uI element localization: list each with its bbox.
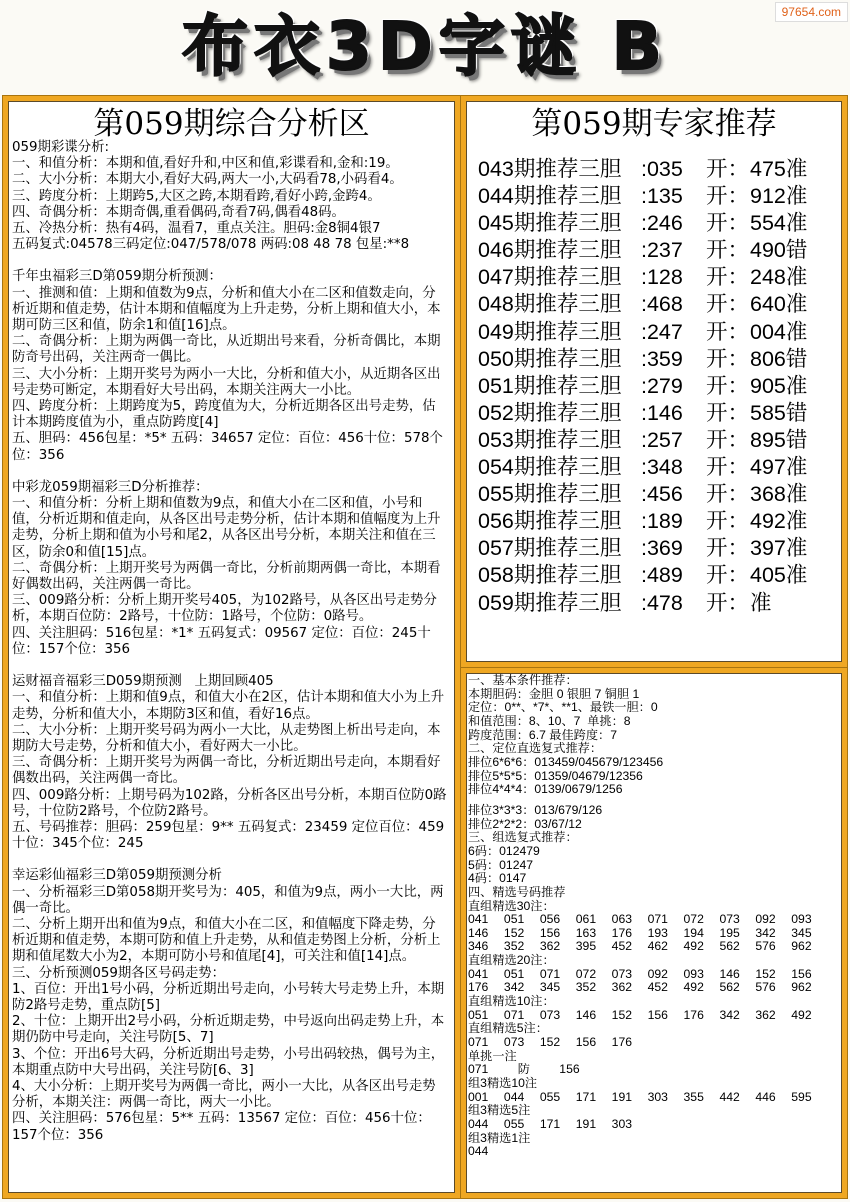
row-dan: :146	[641, 400, 683, 425]
row-period: 053期推荐三胆	[478, 427, 622, 452]
expert-row	[478, 373, 838, 400]
analysis-section	[12, 480, 449, 658]
row-open-label: 开：	[706, 319, 750, 344]
basic-line: 跨度范围：6.7 最佳跨度：7	[468, 727, 617, 742]
number-row: 346 352 362 395 452 462 492 562 576 962	[468, 939, 812, 954]
row-period: 045期推荐三胆	[478, 211, 622, 236]
row-dan: :128	[641, 265, 683, 290]
row-dan: :489	[641, 563, 683, 588]
row-open-label: 开：	[706, 211, 750, 236]
row-result: 405准	[750, 563, 808, 588]
row-result: 490错	[750, 238, 808, 263]
row-dan: :478	[641, 590, 683, 615]
analysis-paragraph: 二、大小分析：本期大小,看好大码,两大一小,大码看78,小码看4。	[12, 172, 403, 188]
analysis-paragraph: 四、009路分析：上期号码为102路，分析各区出号分析，本期百位防0路号，十位防2路号，个位防2路号。	[12, 787, 447, 819]
expert-row	[478, 427, 838, 454]
row-result: 912准	[750, 184, 808, 209]
row-result: 640准	[750, 292, 808, 317]
analysis-body	[12, 140, 449, 1144]
row-dan: :359	[641, 346, 683, 371]
row-dan: :135	[641, 184, 683, 209]
row-dan: :035	[641, 157, 683, 181]
analysis-section	[12, 269, 449, 463]
page-title: 布衣3D字谜 B	[182, 8, 668, 85]
row-open-label: 开：	[706, 563, 750, 588]
analysis-title: 第059期综合分析区	[93, 106, 370, 142]
direct-line: 排位3*3*3：013/679/126	[468, 802, 603, 817]
row-period: 057期推荐三胆	[478, 536, 622, 561]
row-period: 043期推荐三胆	[478, 157, 622, 181]
expert-row	[478, 210, 838, 237]
analysis-paragraph: 一、和值分析：分析上期和值数为9点，和值大小在二区和值，小号和值，分析近期和值走向，从各区出号走势分析，估计本期和值幅度为上升走势，分析上期和值为小号和尾2，从各区出号分析，本期关注和值在三区，防余0和值[15]点。	[12, 496, 441, 560]
expert-list	[478, 156, 838, 617]
row-dan: :246	[641, 211, 683, 236]
row-result: 248准	[750, 265, 808, 290]
row-result: 368准	[750, 482, 808, 507]
row-open-label: 开：	[706, 292, 750, 317]
pick-group-label: 组3精选10注	[468, 1076, 538, 1091]
section-heading: 中彩龙059期福彩三D分析推荐：	[12, 479, 209, 495]
pick-group-label: 直组精选5注：	[468, 1021, 548, 1036]
analysis-paragraph: 五、号码推荐：胆码：259包星：9** 五码复式：23459 定位百位：459十位：345个位：245	[12, 819, 445, 852]
group-line: 4码：0147	[468, 871, 527, 886]
section-heading: 幸运彩仙福彩三D第059期预测分析	[12, 868, 222, 884]
number-row: 041 051 071 072 073 092 093 146 152 156	[468, 966, 812, 981]
number-row: 051 071 073 146 152 156 176 342 362 492	[468, 1007, 812, 1022]
row-result: 806错	[750, 346, 808, 371]
row-open-label: 开：	[706, 536, 750, 561]
expert-row	[478, 481, 838, 508]
analysis-paragraph: 二、分析上期开出和值为9点，和值大小在二区，和值幅度下降走势，分析近期和值走势，本期可防和值上升走势，从和值走势图上分析，分析上期和值尾数大小为2，本期可防小号和值尾[4]，可关注和值[14]点。	[12, 916, 441, 965]
pick-group-label: 直组精选10注：	[468, 994, 555, 1009]
analysis-paragraph: 三、分析预测059期各区号码走势：	[12, 965, 226, 981]
section-heading: 二、定位直选复式推荐：	[468, 741, 603, 756]
direct-line: 排位6*6*6：013459/045679/123456	[468, 754, 664, 769]
analysis-section	[12, 868, 449, 1143]
single-pick-row: 071 防 156	[468, 1062, 580, 1077]
site-watermark: 97654.com	[775, 2, 848, 22]
row-result: 895错	[750, 427, 808, 452]
section-heading: 四、精选号码推荐	[468, 884, 566, 899]
recommend-panel	[461, 668, 847, 1198]
direct-line: 排位2*2*2：03/67/12	[468, 816, 582, 831]
section-heading: 三、组选复式推荐：	[468, 830, 578, 845]
row-open-label: 开：	[706, 590, 750, 615]
row-result: 492准	[750, 509, 808, 534]
row-period: 059期推荐三胆	[478, 590, 622, 615]
analysis-paragraph: 3、个位：开出6号大码，分析近期出号走势，小号出码较热，偶号为主，本期重点防中大号出码，关注号防[6、3]	[12, 1046, 445, 1078]
number-row: 071 073 152 156 176	[468, 1035, 633, 1050]
expert-row	[478, 156, 838, 183]
analysis-paragraph: 四、关注胆码：576包星：5** 五码：13567 定位：百位：456十位：157个位：356	[12, 1111, 431, 1143]
analysis-paragraph: 五、冷热分析：热有4码，温看7，重点关注。胆码:金8铜4银7	[12, 221, 381, 237]
analysis-paragraph: 五、胆码：456包星：*5* 五码：34657 定位：百位：456十位：578个位：356	[12, 431, 443, 463]
number-row: 044	[468, 1144, 489, 1159]
pick-group-label: 直组精选20注：	[468, 953, 555, 968]
row-open-label: 开：	[706, 427, 750, 452]
row-period: 056期推荐三胆	[478, 509, 622, 534]
analysis-paragraph: 三、跨度分析：上期跨5,大区之跨,本期看跨,看好小跨,金跨4。	[12, 188, 381, 204]
analysis-section	[12, 674, 449, 852]
row-dan: :456	[641, 482, 683, 507]
row-open-label: 开：	[706, 265, 750, 290]
row-period: 048期推荐三胆	[478, 292, 622, 317]
row-result: 004准	[750, 319, 808, 344]
row-open-label: 开：	[706, 509, 750, 534]
expert-row	[478, 535, 838, 562]
row-open-label: 开：	[706, 238, 750, 263]
analysis-paragraph: 1、百位：开出1号小码，分析近期出号走向，小号转大号走势上升，本期防2路号走势，重点防[5]	[12, 981, 445, 1013]
analysis-paragraph: 三、009路分析：分析上期开奖号405，为102路号，从各区出号走势分析，本期百位防：2路号，十位防：1路号，个位防：0路号。	[12, 593, 437, 625]
pick-group-label: 直组精选30注：	[468, 898, 555, 913]
row-period: 051期推荐三胆	[478, 373, 622, 398]
section-heading: 059期彩谍分析:	[12, 140, 110, 155]
analysis-paragraph: 一、和值分析：上期和值9点，和值大小在2区，估计本期和值大小为上升走势，分析和值大小，本期防3区和值，看好16点。	[12, 690, 445, 722]
expert-row	[478, 346, 838, 373]
row-result: 准	[750, 590, 772, 615]
section-heading: 运财福音福彩三D059期预测 上期回顾405	[12, 674, 274, 690]
direct-line: 排位5*5*5：01359/04679/12356	[468, 768, 643, 783]
number-row: 146 152 156 163 176 193 194 195 342 345	[468, 925, 812, 940]
row-result: 397准	[750, 536, 808, 561]
basic-line: 定位：0**、*7*、**1、最铁一胆：0	[468, 700, 658, 715]
row-dan: :247	[641, 319, 683, 344]
row-open-label: 开：	[706, 400, 750, 425]
number-row: 041 051 056 061 063 071 072 073 092 093	[468, 912, 812, 927]
group-line: 5码：01247	[468, 857, 534, 872]
row-result: 497准	[750, 455, 808, 480]
expert-row	[478, 400, 838, 427]
row-result: 905准	[750, 373, 808, 398]
basic-line: 本期胆码：金胆 0 银胆 7 铜胆 1	[468, 686, 640, 701]
analysis-paragraph: 四、关注胆码：516包星：*1* 五码复式：09567 定位：百位：245十位：157个位：356	[12, 625, 431, 657]
row-dan: :257	[641, 427, 683, 452]
group-line: 6码：012479	[468, 843, 540, 858]
row-open-label: 开：	[706, 184, 750, 209]
section-heading: 千年虫福彩三D第059期分析预测：	[12, 269, 222, 285]
row-result: 585错	[750, 400, 808, 425]
analysis-paragraph: 一、推测和值：上期和值数为9点，分析和值大小在二区和值数走向，分析近期和值走势，估计本期和值幅度为上升走势，分析上期和值大小，本期可防三区和值，防余1和值[16]点。	[12, 285, 441, 334]
row-period: 054期推荐三胆	[478, 455, 622, 480]
row-result: 475准	[750, 157, 808, 181]
recommend-body	[468, 674, 840, 1159]
pick-group-label: 单挑一注	[468, 1048, 517, 1063]
expert-row	[478, 264, 838, 291]
row-dan: :348	[641, 455, 683, 480]
section-heading: 一、基本条件推荐：	[468, 673, 578, 687]
number-row: 044 055 171 191 303	[468, 1117, 633, 1131]
analysis-paragraph: 4、大小分析：上期开奖号为两偶一奇比，两小一大比，从各区出号走势分析，本期关注：两偶一奇比，两大一小比。	[12, 1078, 436, 1111]
row-period: 047期推荐三胆	[478, 265, 622, 290]
analysis-paragraph: 二、奇偶分析：上期开奖号为两偶一奇比，分析前期两偶一奇比，本期看好偶数出码，关注两偶一奇比。	[12, 560, 441, 593]
analysis-paragraph: 三、大小分析：上期开奖号为两小一大比，分析和值大小，从近期各区出号走势可断定，本期看好大号出码，本期关注两大一小比。	[12, 366, 441, 398]
row-open-label: 开：	[706, 373, 750, 398]
analysis-paragraph: 2、十位：上期开出2号小码，分析近期走势，中号返向出码走势上升，本期仍防中号走向，关注号防[5、7]	[12, 1014, 445, 1046]
row-period: 046期推荐三胆	[478, 238, 622, 263]
expert-title: 第059期专家推荐	[531, 106, 777, 142]
number-row: 176 342 345 352 362 452 492 562 576 962	[468, 980, 812, 995]
expert-panel	[461, 96, 847, 667]
row-period: 050期推荐三胆	[478, 346, 622, 371]
row-dan: :369	[641, 536, 683, 561]
expert-row	[478, 562, 838, 589]
basic-line: 和值范围：8、10、7 单挑：8	[468, 713, 631, 728]
row-period: 044期推荐三胆	[478, 184, 622, 209]
analysis-paragraph: 一、分析福彩三D第058期开奖号为：405，和值为9点，两小一大比，两偶一奇比。	[12, 884, 444, 916]
row-dan: :189	[641, 509, 683, 534]
analysis-paragraph: 一、和值分析：本期和值,看好升和,中区和值,彩谍看和,金和:19。	[12, 156, 399, 172]
row-open-label: 开：	[706, 482, 750, 507]
expert-row	[478, 590, 838, 617]
analysis-paragraph: 二、大小分析：上期开奖号码为两小一大比，从走势图上析出号走向，本期防大号走势，分析和值大小，看好两大一小比。	[12, 722, 441, 754]
expert-row	[478, 319, 838, 346]
analysis-paragraph: 五码复式:04578三码定位:047/578/078 两码:08 48 78 包星:**8	[12, 237, 410, 253]
expert-row	[478, 508, 838, 535]
analysis-panel	[3, 96, 460, 1198]
expert-row	[478, 237, 838, 264]
row-period: 049期推荐三胆	[478, 319, 622, 344]
analysis-paragraph: 四、奇偶分析：本期奇偶,重看偶码,奇看7码,偶看48码。	[12, 204, 345, 220]
analysis-paragraph: 四、跨度分析：上期跨度为5，跨度值为大，分析近期各区出号走势，估计本期跨度值为小，重点防跨度[4]	[12, 399, 436, 431]
row-dan: :279	[641, 373, 683, 398]
analysis-paragraph: 二、奇偶分析：上期为两偶一奇比，从近期出号来看，分析奇偶比，本期防奇号出码，关注两奇一偶比。	[12, 334, 441, 366]
pick-group-label: 组3精选1注	[468, 1130, 531, 1145]
expert-row	[478, 454, 838, 481]
page-header	[0, 0, 850, 96]
row-period: 058期推荐三胆	[478, 563, 622, 588]
row-open-label: 开：	[706, 346, 750, 371]
pick-group-label: 组3精选5注	[468, 1103, 531, 1118]
expert-row	[478, 291, 838, 318]
row-period: 052期推荐三胆	[478, 400, 622, 425]
row-result: 554准	[750, 211, 808, 236]
row-period: 055期推荐三胆	[478, 482, 622, 507]
row-dan: :468	[641, 292, 683, 317]
row-dan: :237	[641, 238, 683, 263]
analysis-section	[12, 140, 449, 253]
row-open-label: 开：	[706, 455, 750, 480]
analysis-paragraph: 三、奇偶分析：上期开奖号为两偶一奇比，分析近期出号走向，本期看好偶数出码，关注两偶一奇比。	[12, 755, 441, 787]
direct-line: 排位4*4*4：0139/0679/1256	[468, 782, 623, 797]
number-row: 001 044 055 171 191 303 355 442 446 595	[468, 1089, 812, 1104]
expert-row	[478, 183, 838, 210]
row-open-label: 开：	[706, 157, 750, 181]
